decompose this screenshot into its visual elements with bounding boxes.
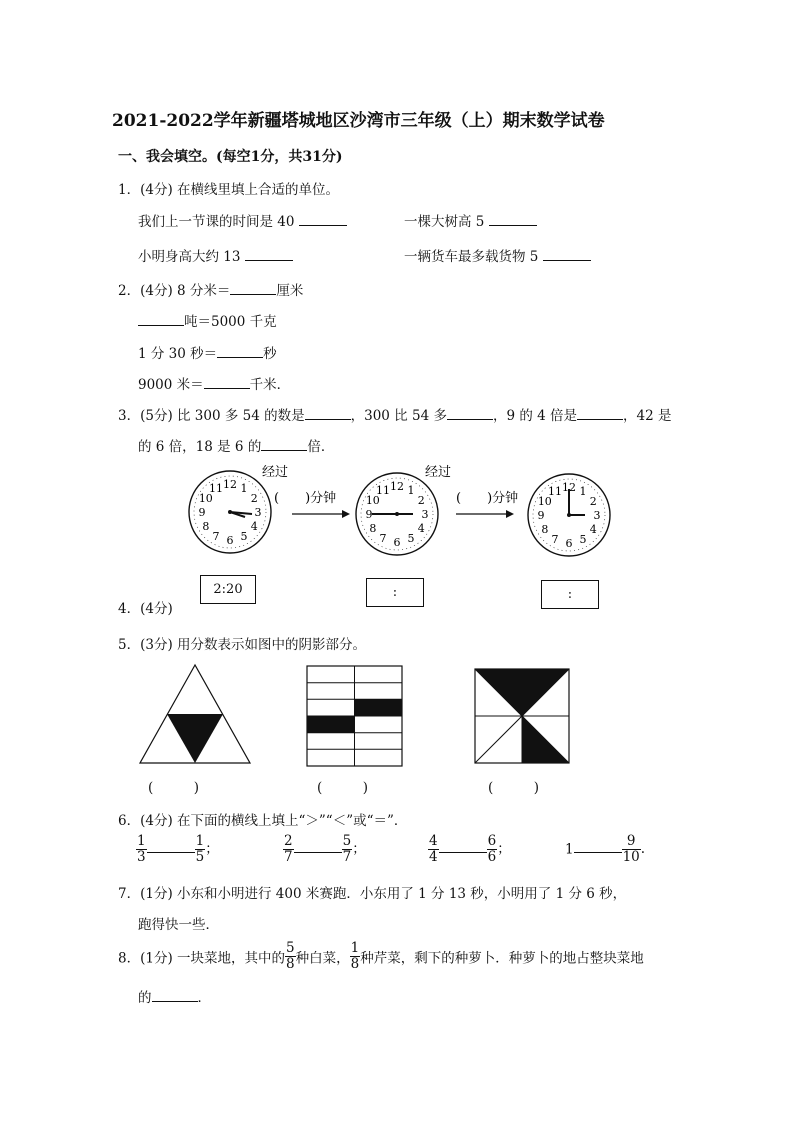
- q3-line1: [118, 404, 672, 424]
- q1-b-text: 一棵大树高 5: [404, 214, 485, 230]
- answer-blank[interactable]: [577, 406, 623, 420]
- answer-blank[interactable]: [230, 281, 276, 295]
- q8-text-d: 的: [138, 990, 152, 1006]
- clock-2: [356, 473, 438, 555]
- arrow-label-1: ( )分钟: [274, 491, 337, 506]
- arrow-1-head: [342, 510, 350, 518]
- square-figure: [475, 669, 569, 763]
- answer-blank[interactable]: [447, 406, 493, 420]
- q2-l4b: 千米．: [249, 377, 291, 393]
- pass-label-1: 经过: [262, 465, 289, 480]
- clock-numeral: 10: [537, 495, 552, 508]
- q1-item-c: [138, 245, 293, 265]
- fraction: $\frac{4}{4}$: [429, 833, 438, 865]
- clock-numeral: 10: [198, 492, 213, 505]
- answer-blank[interactable]: [305, 406, 351, 420]
- separator: ；: [352, 841, 366, 857]
- q7-line1: 7．(1分) 小东和小明进行 400 米赛跑．小东用了 1 分 13 秒，小明用了 1 分 6 秒，: [118, 886, 627, 902]
- q2-head: 2．(4分) 8 分米＝: [118, 283, 231, 299]
- q2-l4a: 9000 米＝: [138, 377, 204, 393]
- separator: ；: [205, 841, 219, 857]
- q3-l1c: ，9 的 4 倍是: [492, 408, 578, 424]
- clock-numeral: 9: [537, 509, 545, 522]
- clock-numeral: 11: [209, 481, 223, 495]
- q6-compare-1: [136, 834, 219, 865]
- grid-figure: [307, 666, 402, 766]
- q3-l1d: ，42 是: [623, 408, 672, 424]
- clock-numeral: 4: [417, 522, 425, 535]
- page-title: 2021-2022学年新疆塔城地区沙湾市三年级（上）期末数学试卷: [112, 111, 605, 131]
- q7-line2: 跑得快一些．: [138, 917, 219, 933]
- clock-numeral: 1: [240, 481, 248, 495]
- fraction: $\frac{9}{10}$: [622, 833, 640, 865]
- q1-item-b: [404, 210, 537, 230]
- pass-label-2: 经过: [425, 465, 452, 480]
- clock-numeral: 9: [198, 506, 206, 519]
- q8-text-c: 种芹菜，剩下的种萝卜．种萝卜的地占整块菜地: [360, 950, 644, 967]
- q8-text-a: 8．(1分) 一块菜地，其中的: [118, 950, 286, 967]
- section-heading: 一、我会填空。(每空1分，共31分): [118, 149, 343, 165]
- answer-blank[interactable]: [217, 344, 263, 358]
- clock-numeral: 12: [223, 478, 237, 491]
- clock-numeral: 12: [562, 481, 576, 494]
- triangle-figure: [140, 665, 250, 763]
- clock-numeral: 7: [379, 532, 387, 546]
- q1-c-text: 小明身高大约 13: [138, 249, 241, 265]
- clock-numeral: 9: [365, 508, 373, 521]
- answer-blank[interactable]: [245, 247, 293, 261]
- answer-blank[interactable]: [294, 839, 342, 853]
- q5-figures: [136, 660, 586, 770]
- fraction: $\frac{6}{6}$: [487, 833, 497, 865]
- q4-clock-figure: [180, 462, 620, 567]
- q3-l1a: 3．(5分) 比 300 多 54 的数是: [118, 408, 305, 424]
- answer-paren-2[interactable]: ( ): [317, 780, 369, 796]
- fraction: $\frac{5}{8}$: [286, 940, 295, 972]
- arrow-2-head: [506, 510, 514, 518]
- fraction: $\frac{1}{8}$: [350, 940, 360, 972]
- q5-heading: 5．(3分) 用分数表示如图中的阴影部分。: [118, 637, 367, 653]
- shaded-cell: [307, 716, 355, 733]
- time-box-1: 2:20: [200, 575, 256, 604]
- answer-blank[interactable]: [299, 212, 347, 226]
- q8-line2: [138, 986, 211, 1006]
- arrow-label-2: ( )分钟: [456, 491, 519, 506]
- clock-numeral: 2: [589, 495, 597, 508]
- answer-paren-1[interactable]: ( ): [148, 780, 200, 796]
- q3-line2: [138, 435, 334, 455]
- answer-blank[interactable]: [439, 839, 487, 853]
- fraction: $\frac{5}{7}$: [342, 833, 352, 865]
- clock-numeral: 4: [589, 523, 597, 536]
- answer-blank[interactable]: [489, 212, 537, 226]
- q8-text-b: 种白菜，: [295, 950, 350, 967]
- fraction: $\frac{1}{5}$: [195, 833, 205, 865]
- clock-numeral: 8: [369, 522, 377, 535]
- q8-text-e: ．: [197, 990, 211, 1006]
- clock-numeral: 3: [593, 509, 601, 522]
- clock-numeral: 5: [407, 532, 415, 546]
- clock-numeral: 3: [254, 506, 262, 519]
- answer-blank[interactable]: [152, 988, 198, 1002]
- clock-numeral: 6: [393, 536, 401, 549]
- answer-blank[interactable]: [138, 312, 184, 326]
- q6-heading: 6．(4分) 在下面的横线上填上“＞”“＜”或“＝”．: [118, 813, 408, 829]
- clock-numeral: 6: [226, 534, 234, 547]
- clock-numeral: 3: [421, 508, 429, 521]
- clock-1: [189, 471, 271, 553]
- shaded-cell: [355, 699, 403, 716]
- q3-l2a: 的 6 倍，18 是 6 的: [138, 439, 262, 455]
- q1-heading: 1．(4分) 在横线里填上合适的单位。: [118, 182, 340, 198]
- clock-numeral: 5: [240, 530, 248, 544]
- shaded-triangle: [522, 716, 569, 763]
- clock-numeral: 7: [212, 530, 220, 544]
- period: .: [640, 841, 646, 857]
- q2-l3b: 秒: [263, 346, 277, 362]
- q3-l2b: 倍．: [307, 439, 335, 455]
- q4-heading: 4．(4分): [118, 601, 173, 617]
- clock-numeral: 2: [417, 494, 425, 507]
- q8-line1: [118, 941, 644, 972]
- clock-numeral: 11: [376, 483, 390, 497]
- q2-line4: [138, 373, 290, 393]
- clock-numeral: 6: [565, 537, 573, 550]
- clock-numeral: 8: [541, 523, 549, 536]
- clock-numeral: 1: [579, 484, 587, 498]
- q1-item-d: [404, 245, 591, 265]
- clock-numeral: 11: [548, 484, 562, 498]
- answer-paren-3[interactable]: ( ): [488, 780, 540, 796]
- time-box-2[interactable]: :: [366, 578, 424, 607]
- separator: ；: [497, 841, 511, 857]
- clock-numeral: 8: [202, 520, 210, 533]
- q2-unit: 厘米: [276, 283, 304, 299]
- clock-numeral: 7: [551, 533, 559, 547]
- q6-compare-4: [565, 834, 645, 865]
- time-box-3[interactable]: :: [541, 580, 599, 609]
- q1-item-a: [138, 210, 347, 230]
- fraction: $\frac{2}{7}$: [284, 833, 293, 865]
- q2-line3: [138, 342, 277, 362]
- clock-numeral: 12: [390, 480, 404, 493]
- answer-blank[interactable]: [261, 437, 307, 451]
- q2-l2-text: 吨＝5000 千克: [184, 314, 277, 330]
- clock-3: [528, 474, 610, 556]
- clock-numeral: 4: [250, 520, 258, 533]
- q2-line2: [138, 310, 277, 330]
- q3-l1b: ，300 比 54 多: [350, 408, 447, 424]
- q1-a-text: 我们上一节课的时间是 40: [138, 214, 295, 230]
- clock-numeral: 1: [407, 483, 415, 497]
- answer-blank[interactable]: [204, 375, 250, 389]
- q6-compare-2: [283, 834, 366, 865]
- q1-d-text: 一辆货车最多载货物 5: [404, 249, 539, 265]
- answer-blank[interactable]: [147, 839, 195, 853]
- q6-compare-3: [428, 834, 511, 865]
- q2-line1: [118, 279, 303, 299]
- whole-number: 1: [565, 841, 574, 858]
- q2-l3a: 1 分 30 秒＝: [138, 346, 218, 362]
- fraction: $\frac{1}{3}$: [137, 833, 146, 865]
- clock-numeral: 2: [250, 492, 258, 505]
- answer-blank[interactable]: [543, 247, 591, 261]
- answer-blank[interactable]: [574, 839, 622, 853]
- clock-numeral: 5: [579, 533, 587, 547]
- shaded-triangle: [167, 714, 223, 763]
- clock-numeral: 10: [365, 494, 380, 507]
- shaded-triangle: [475, 669, 569, 716]
